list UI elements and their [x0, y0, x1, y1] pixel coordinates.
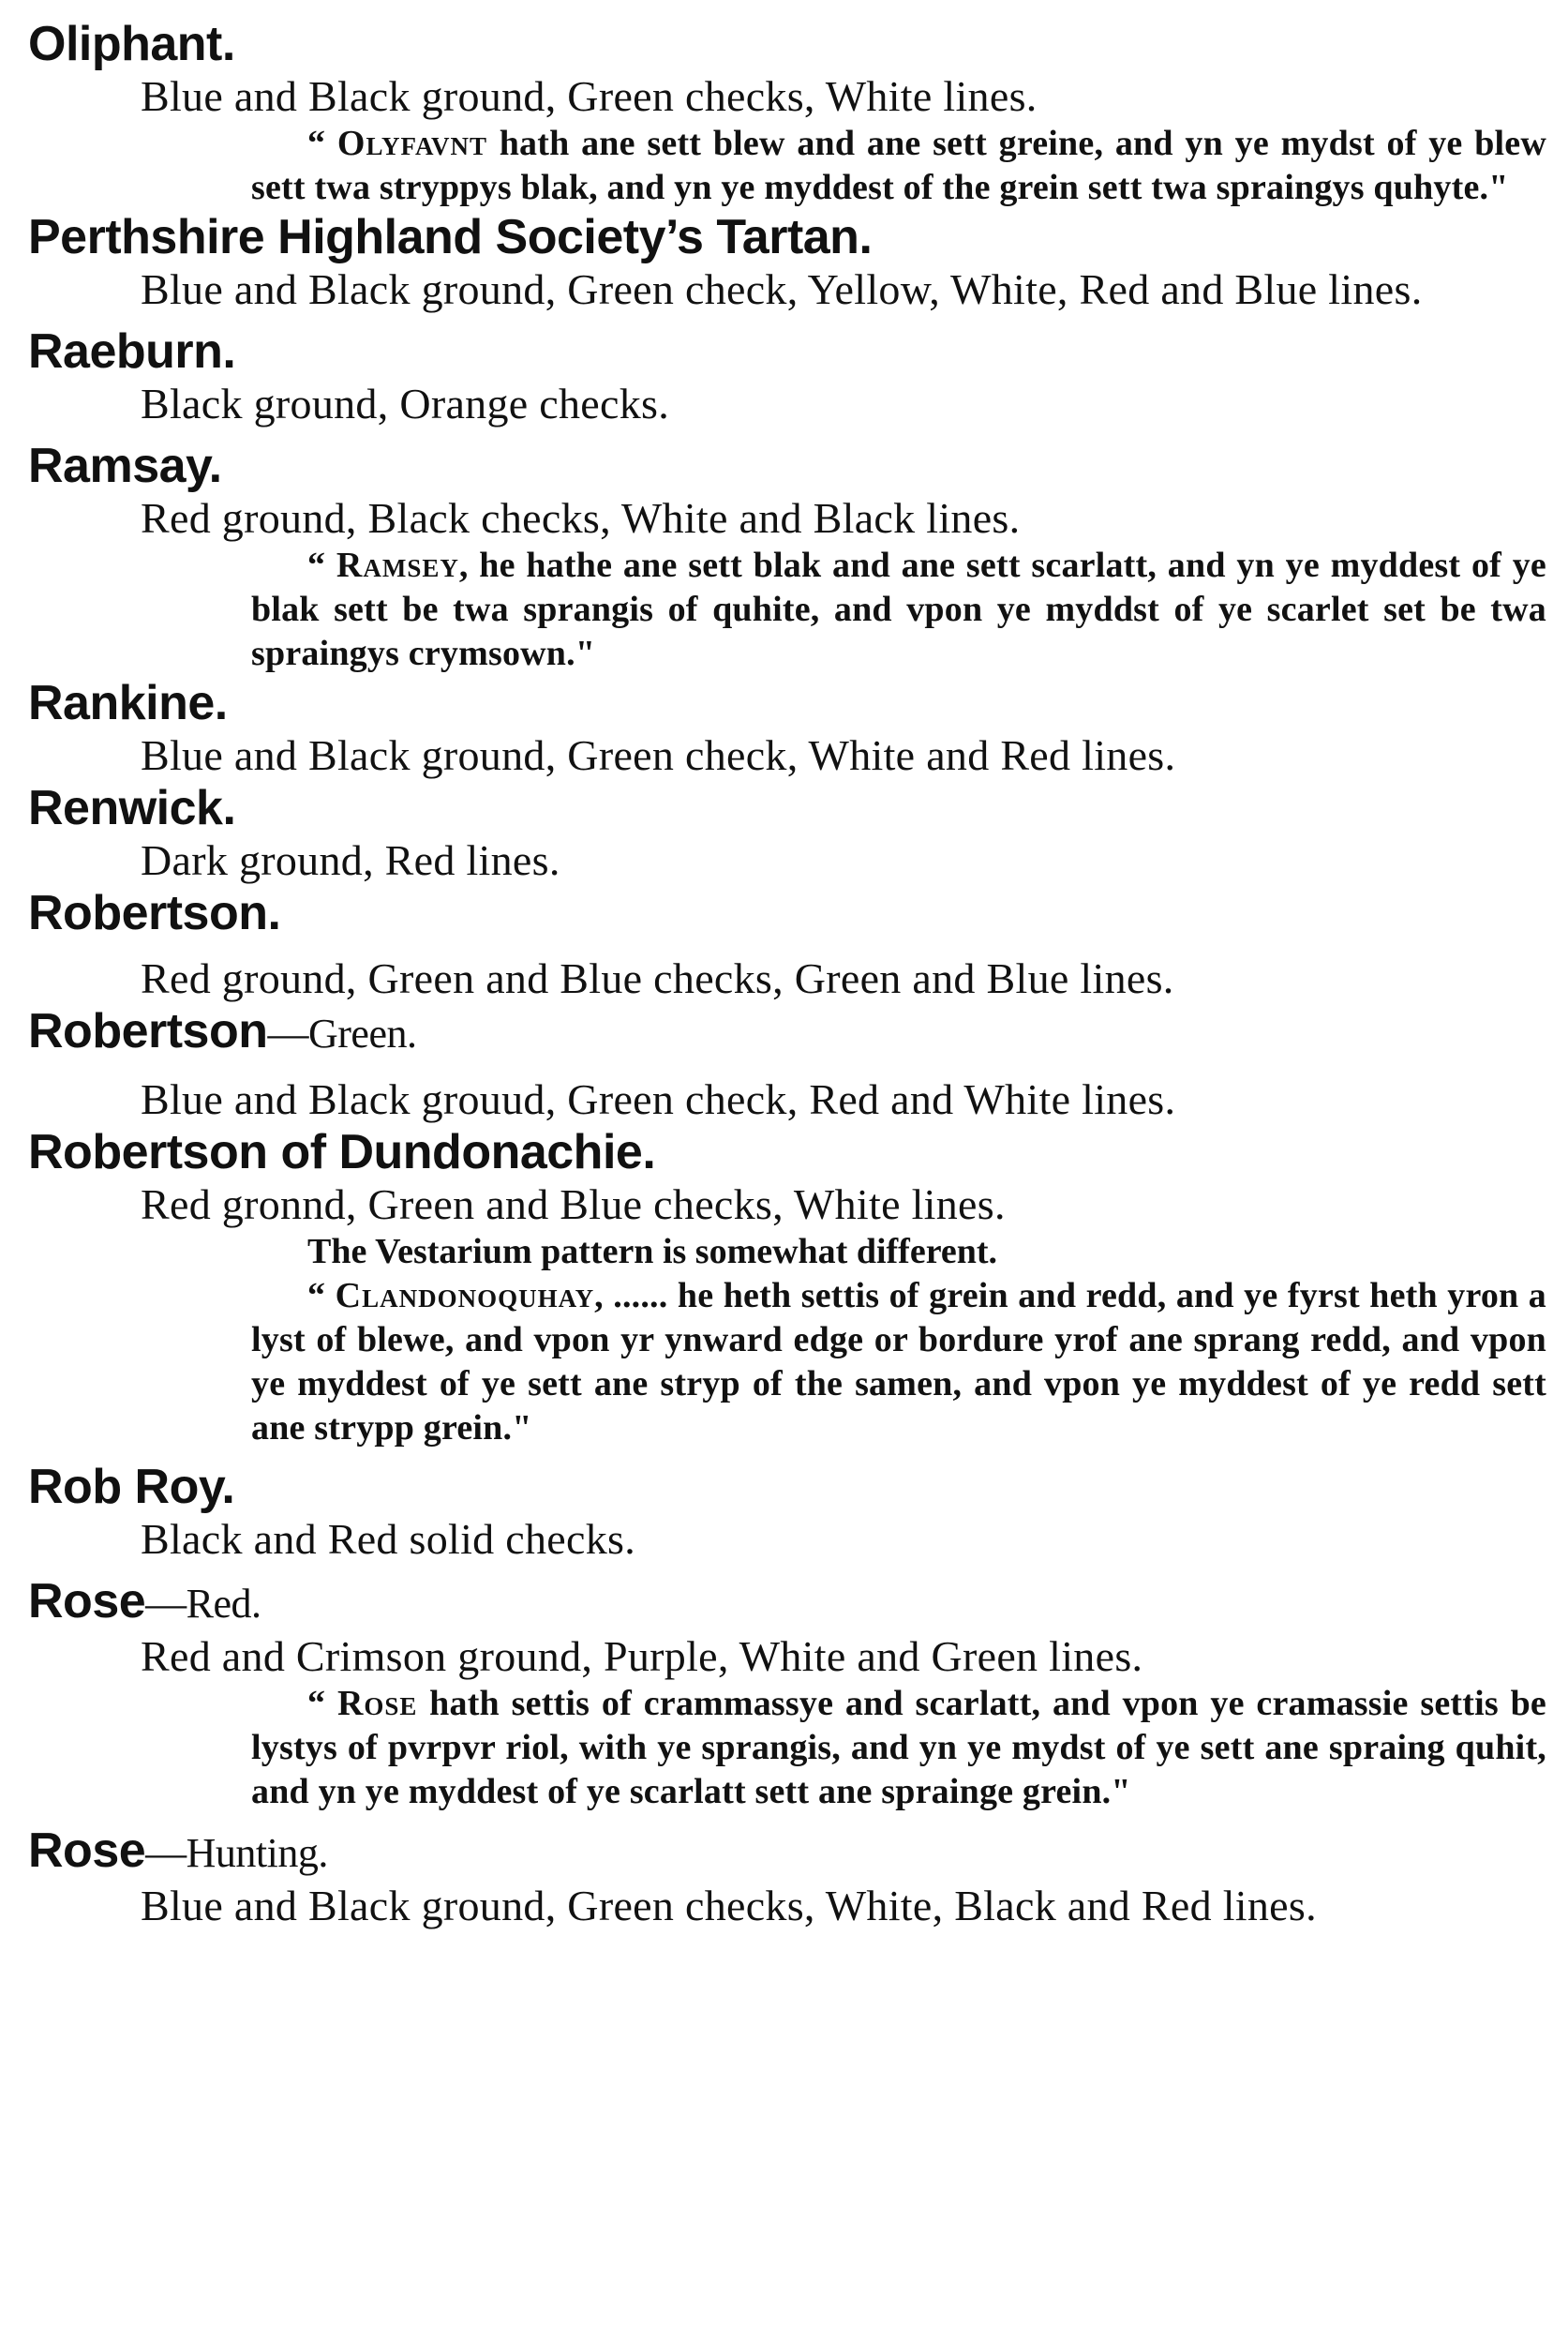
entry-note — [251, 1230, 1546, 1274]
entry-heading — [28, 1823, 1546, 1881]
entry-heading — [28, 1460, 1546, 1514]
entry-variant: —Red. — [145, 1581, 261, 1627]
entry-name: Robertson — [28, 1004, 268, 1058]
quote-text: hath ane sett blew and ane sett greine, and yn ye mydst of ye blew sett twa stryppys blak, and yn ye myddest of the grein sett twa spraingys quhyte." — [251, 124, 1546, 207]
entry-description: Black ground, Orange checks. — [141, 380, 670, 428]
entry-rose-hunting — [28, 1823, 1546, 1931]
entry-description: Red ground, Black checks, White and Black lines. — [141, 494, 1021, 542]
entry-name: Renwick — [28, 781, 223, 835]
entry-name: Ramsay — [28, 439, 209, 493]
entry-robertson-green — [28, 1004, 1546, 1125]
quote-clan-name: Clandonoquhay — [335, 1276, 595, 1315]
entry-rob-roy — [28, 1460, 1546, 1565]
entry-heading — [28, 324, 1546, 379]
heading-punctuation: . — [221, 1460, 235, 1514]
quote-text: hath settis of crammassye and scarlatt, and vpon ye cramassie settis be lystys of pvrpvr riol, with ye sprangis, and yn ye mydst of ye sett ane spraing quhit, and yn ye myddest of ye scarlatt sett ane sprainge grein." — [251, 1684, 1546, 1811]
entry-name: Oliphant — [28, 17, 222, 71]
vestiarium-quote: “ Olyfavnt hath ane sett blew and ane sett greine, and yn ye mydst of ye blew sett twa stryppys blak, and yn ye myddest of the grein sett twa spraingys quhyte." — [251, 124, 1546, 207]
entry-heading — [28, 781, 1546, 835]
entry-ramsay — [28, 439, 1546, 676]
entry-description: Blue and Black ground, Green checks, White lines. — [141, 72, 1038, 120]
entry-name: Robertson of Dundonachie — [28, 1125, 643, 1179]
heading-punctuation: . — [208, 439, 222, 493]
entry-raeburn — [28, 324, 1546, 429]
entry-name: Rose — [28, 1574, 146, 1628]
entry-description: Blue and Black ground, Green check, White and Red lines. — [141, 731, 1176, 779]
note-text: The Vestarium pattern is somewhat different. — [307, 1232, 998, 1271]
tartan-list-page — [28, 17, 1546, 1931]
entry-name: Perthshire Highland Society’s Tartan — [28, 210, 859, 264]
entry-name: Raeburn — [28, 324, 223, 379]
entry-heading — [28, 886, 1546, 940]
entry-name: Robertson — [28, 886, 268, 940]
quote-text: , ...... he heth settis of grein and redd, and ye fyrst heth yron a lyst of blewe, and vpon yr ynward edge or bordure yrof ane sprang redd, and vpon ye myddest of ye sett ane stryp of the samen, and vpon ye myddest of ye redd sett ane strypp grein." — [251, 1276, 1546, 1448]
entry-description: Dark ground, Red lines. — [141, 836, 560, 884]
entry-oliphant — [28, 17, 1546, 210]
heading-punctuation: . — [859, 210, 873, 264]
quote-clan-name: Olyfavnt — [336, 124, 487, 163]
vestiarium-quote: “ Rose hath settis of crammassye and scarlatt, and vpon ye cramassie settis be lystys of pvrpvr riol, with ye sprangis, and yn ye mydst of ye sett ane spraing quhit, and yn ye myddest of ye scarlatt sett ane sprainge grein." — [251, 1684, 1546, 1811]
entry-robertson-of-dundonachie — [28, 1125, 1546, 1450]
entry-description: Blue and Black ground, Green checks, White, Black and Red lines. — [141, 1882, 1317, 1929]
entry-description: Red ground, Green and Blue checks, Green and Blue lines. — [141, 954, 1174, 1002]
entry-heading — [28, 1574, 1546, 1631]
entry-heading — [28, 17, 1546, 71]
entry-variant: —Hunting. — [145, 1830, 328, 1876]
quote-text: , he hathe ane sett blak and ane sett scarlatt, and yn ye myddest of ye blak sett be twa sprangis of quhite, and vpon ye myddst of ye scarlet set be twa spraingys crymsown." — [251, 546, 1546, 673]
entry-description: Blue and Black grouud, Green check, Red and White lines. — [141, 1075, 1176, 1123]
heading-punctuation: . — [267, 886, 281, 940]
entry-description: Black and Red solid checks. — [141, 1515, 636, 1563]
entry-rankine — [28, 676, 1546, 781]
entry-rose-red — [28, 1574, 1546, 1814]
entry-name: Rankine — [28, 676, 215, 730]
quote-clan-name: Rose — [336, 1684, 418, 1723]
heading-punctuation: . — [642, 1125, 656, 1179]
entry-variant: —Green. — [267, 1011, 417, 1057]
quote-clan-name: Ramsey — [336, 546, 459, 585]
heading-punctuation: . — [221, 17, 235, 71]
entry-name: Rob Roy — [28, 1460, 222, 1514]
heading-punctuation: . — [214, 676, 228, 730]
vestiarium-quote: “ Ramsey, he hathe ane sett blak and ane sett scarlatt, and yn ye myddest of ye blak sett be twa sprangis of quhite, and vpon ye myddst of ye scarlet set be twa spraingys crymsown." — [251, 546, 1546, 673]
entry-heading — [28, 676, 1546, 730]
vestiarium-quote: “ Clandonoquhay, ...... he heth settis of grein and redd, and ye fyrst heth yron a lyst of blewe, and vpon yr ynward edge or bordure yrof ane sprang redd, and vpon ye myddest of ye sett ane stryp of the samen, and vpon ye myddest of ye redd sett ane strypp grein." — [251, 1276, 1546, 1448]
entry-renwick — [28, 781, 1546, 886]
entry-heading — [28, 1004, 1546, 1061]
entry-heading — [28, 439, 1546, 493]
entry-description: Blue and Black ground, Green check, Yellow, White, Red and Blue lines. — [141, 265, 1423, 313]
heading-punctuation: . — [222, 324, 236, 379]
entry-perthshire-highland-society — [28, 210, 1546, 315]
entry-heading — [28, 210, 1546, 264]
entry-heading — [28, 1125, 1546, 1179]
heading-punctuation: . — [222, 781, 236, 835]
entry-description: Red and Crimson ground, Purple, White and Green lines. — [141, 1632, 1143, 1680]
entry-robertson — [28, 886, 1546, 1004]
entry-name: Rose — [28, 1823, 146, 1878]
entry-description: Red gronnd, Green and Blue checks, White lines. — [141, 1180, 1006, 1228]
